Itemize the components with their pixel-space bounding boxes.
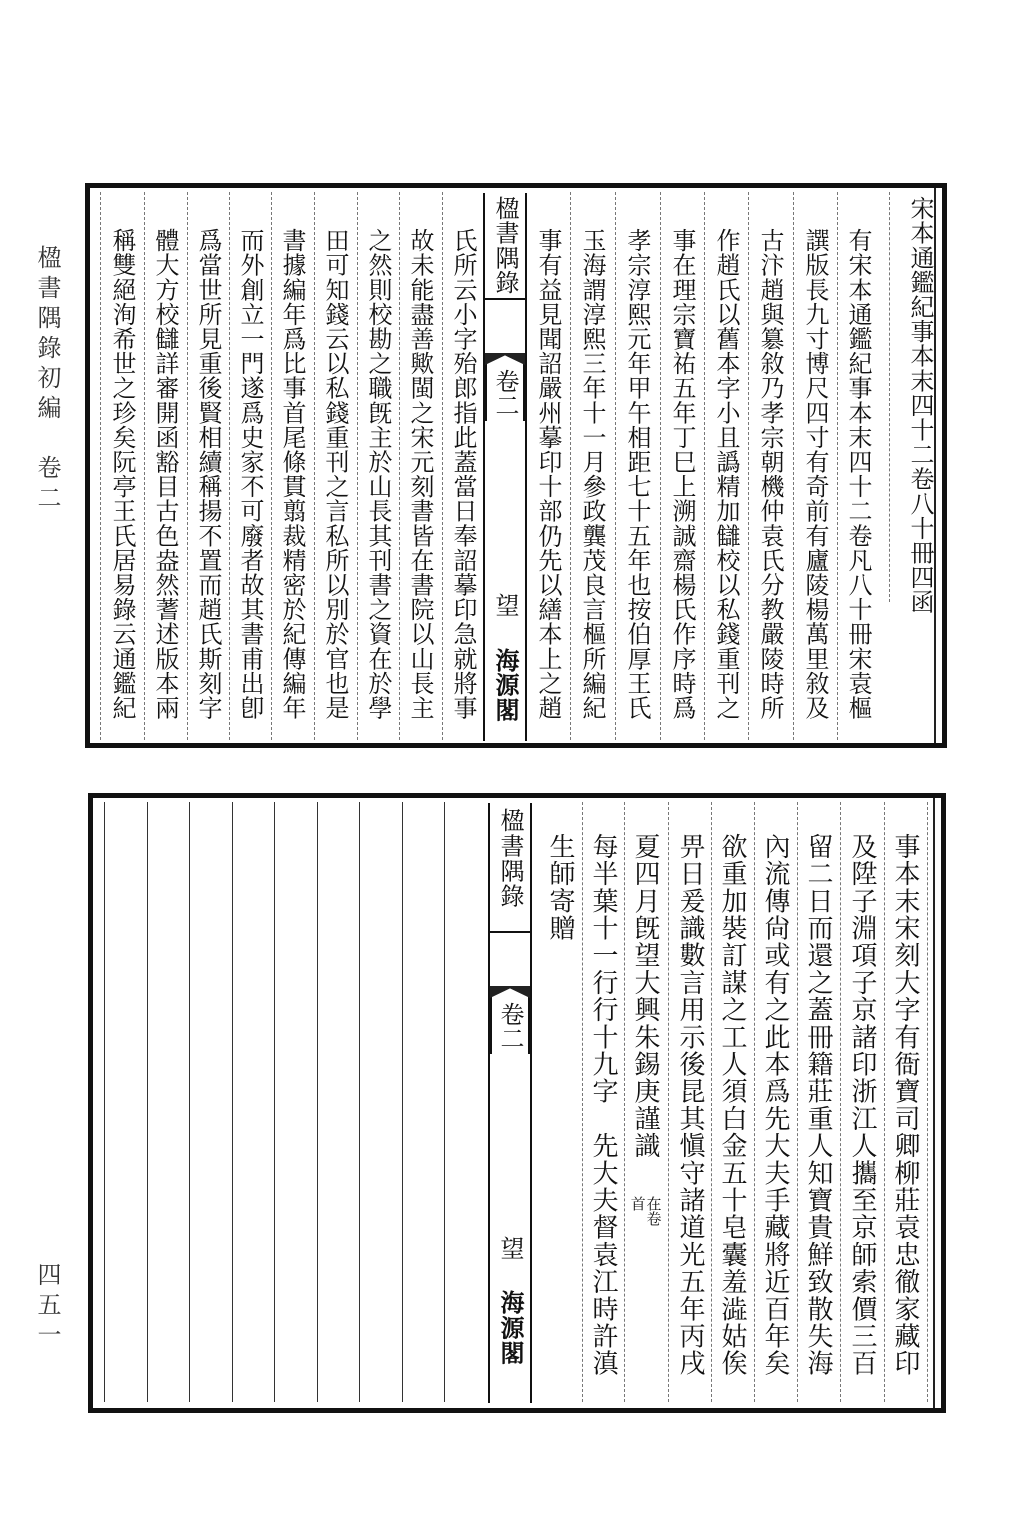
- column-rule: [668, 802, 670, 1402]
- column-rule: [570, 192, 572, 740]
- text-column: 留二日而還之蓋冊籍莊重人知寶貴鮮致散失海: [803, 833, 833, 1377]
- column-rule: [615, 192, 617, 740]
- text-column: 玉海謂淳熙三年十一月參政龔茂良言樞所編紀: [578, 228, 606, 720]
- column-rule: [711, 802, 713, 1402]
- center-rule-left: [483, 193, 486, 741]
- center-rule-left: [488, 803, 491, 1403]
- frame-inner-line: [933, 798, 935, 1408]
- blank-column-rule: [444, 802, 446, 1402]
- blank-column-rule: [147, 802, 149, 1402]
- column-rule: [187, 192, 189, 740]
- column-rule: [144, 192, 146, 740]
- fishtail-line: [485, 298, 525, 300]
- center-mark: 望: [491, 593, 519, 618]
- center-rule-right: [525, 193, 528, 741]
- column-rule: [314, 192, 316, 740]
- blank-column-rule: [189, 802, 191, 1402]
- column-rule: [660, 192, 662, 740]
- column-rule: [889, 192, 891, 602]
- note-column: [629, 1196, 661, 1226]
- text-column: 爲當世所見重後賢相續稱揚不置而趙氏斯刻字: [194, 228, 222, 720]
- column-rule: [442, 192, 444, 740]
- annotation-text: 在卷: [644, 1196, 663, 1226]
- text-column: 田可知錢云以私錢重刊之言私所以別於官也是: [321, 228, 349, 720]
- center-book-title: 楹書隅錄: [496, 808, 524, 909]
- column-rule: [840, 802, 842, 1402]
- bottom-half-leaf: [88, 793, 946, 1413]
- running-title: 楹書隅錄初編 卷二: [33, 245, 61, 515]
- text-column: 每半葉十一行行十九字 先大夫督袁江時許滇: [588, 833, 618, 1377]
- annotation-text: 首: [628, 1196, 647, 1211]
- text-column: 事本末宋刻大字有衙寶司卿柳莊袁忠徹家藏印: [890, 833, 920, 1377]
- text-column: 夏四月旣望大興朱錫庚謹識: [630, 833, 660, 1160]
- text-column: 事在理宗寶祐五年丁巳上溯誠齋楊氏作序時爲: [668, 228, 696, 720]
- text-column: 故未能盡善歟閩之宋元刻書皆在書院以山長主: [406, 228, 434, 720]
- text-column: 體大方校讎詳審開函豁目古色盎然蓍述版本兩: [151, 228, 179, 720]
- center-rule-right: [530, 803, 533, 1403]
- column-rule: [704, 192, 706, 740]
- column-rule: [100, 192, 102, 740]
- column-rule: [271, 192, 273, 740]
- blank-column-rule: [359, 802, 361, 1402]
- text-column: 欲重加裝訂謀之工人須白金五十皂囊羞澁姑俟: [717, 833, 747, 1377]
- fishtail-line: [490, 931, 530, 933]
- center-hall-name: 海源閣: [491, 648, 520, 722]
- column-rule: [357, 192, 359, 740]
- column-rule: [884, 802, 886, 1402]
- page-number: 四五一: [33, 1262, 61, 1352]
- text-column: 生師寄贈: [545, 833, 575, 942]
- text-column: 孝宗淳熙元年甲午相距七十五年也按伯厚王氏: [623, 228, 651, 720]
- heading-column: 宋本通鑑紀事本末四十二卷八十冊四函: [906, 196, 934, 615]
- juan-label: 卷二: [491, 369, 519, 417]
- blank-column-rule: [402, 802, 404, 1402]
- column-rule: [399, 192, 401, 740]
- blank-column-rule: [274, 802, 276, 1402]
- blank-column-rule: [317, 802, 319, 1402]
- blank-column-rule: [104, 802, 106, 1402]
- text-column: 有宋本通鑑紀事本末四十二卷凡八十冊宋袁樞: [844, 228, 872, 720]
- column-rule: [748, 192, 750, 740]
- text-column: 氏所云小字殆郎指此蓋當日奉詔摹印急就將事: [449, 228, 477, 720]
- column-rule: [624, 802, 626, 1402]
- column-rule: [229, 192, 231, 740]
- center-book-title: 楹書隅錄: [491, 196, 519, 295]
- text-column: 而外創立一門遂爲史家不可廢者故其書甫出卽: [236, 228, 264, 720]
- frame-inner-line: [934, 188, 936, 743]
- center-hall-name: 海源閣: [496, 1290, 525, 1366]
- text-column: 畀日爰識數言用示後昆其愼守諸道光五年丙戌: [675, 833, 705, 1377]
- text-column: 古汴趙與簒敘乃孝宗朝機仲袁氏分教嚴陵時所: [756, 228, 784, 720]
- text-column: 內流傳尙或有之此本爲先大夫手藏將近百年矣: [760, 833, 790, 1377]
- text-column: 譔版長九寸博尺四寸有奇前有廬陵楊萬里敘及: [801, 228, 829, 720]
- top-half-leaf: [85, 183, 947, 748]
- text-column: 事有益見聞詔嚴州摹印十部仍先以繕本上之趙: [534, 228, 562, 720]
- fishtail-juan: [490, 986, 530, 1054]
- column-rule: [793, 192, 795, 740]
- column-rule: [927, 802, 929, 1402]
- blank-column-rule: [232, 802, 234, 1402]
- fishtail-juan: [485, 353, 525, 421]
- text-column: 及陞子淵項子京諸印浙江人攜至京師索價三百: [847, 833, 877, 1377]
- column-rule: [754, 802, 756, 1402]
- column-rule: [582, 802, 584, 1402]
- column-rule: [837, 192, 839, 740]
- text-column: 作趙氏以舊本字小且譌精加讎校以私錢重刊之: [712, 228, 740, 720]
- juan-label: 卷二: [496, 1002, 524, 1050]
- center-mark: 望: [496, 1236, 524, 1262]
- text-column: 稱雙絕洵希世之珍矣阮亭王氏居易錄云通鑑紀: [108, 228, 136, 720]
- text-column: 書據編年爲比事首尾條貫翦裁精密於紀傳編年: [278, 228, 306, 720]
- text-column: 之然則校勘之職旣主於山長其刊書之資在於學: [364, 228, 392, 720]
- column-rule: [797, 802, 799, 1402]
